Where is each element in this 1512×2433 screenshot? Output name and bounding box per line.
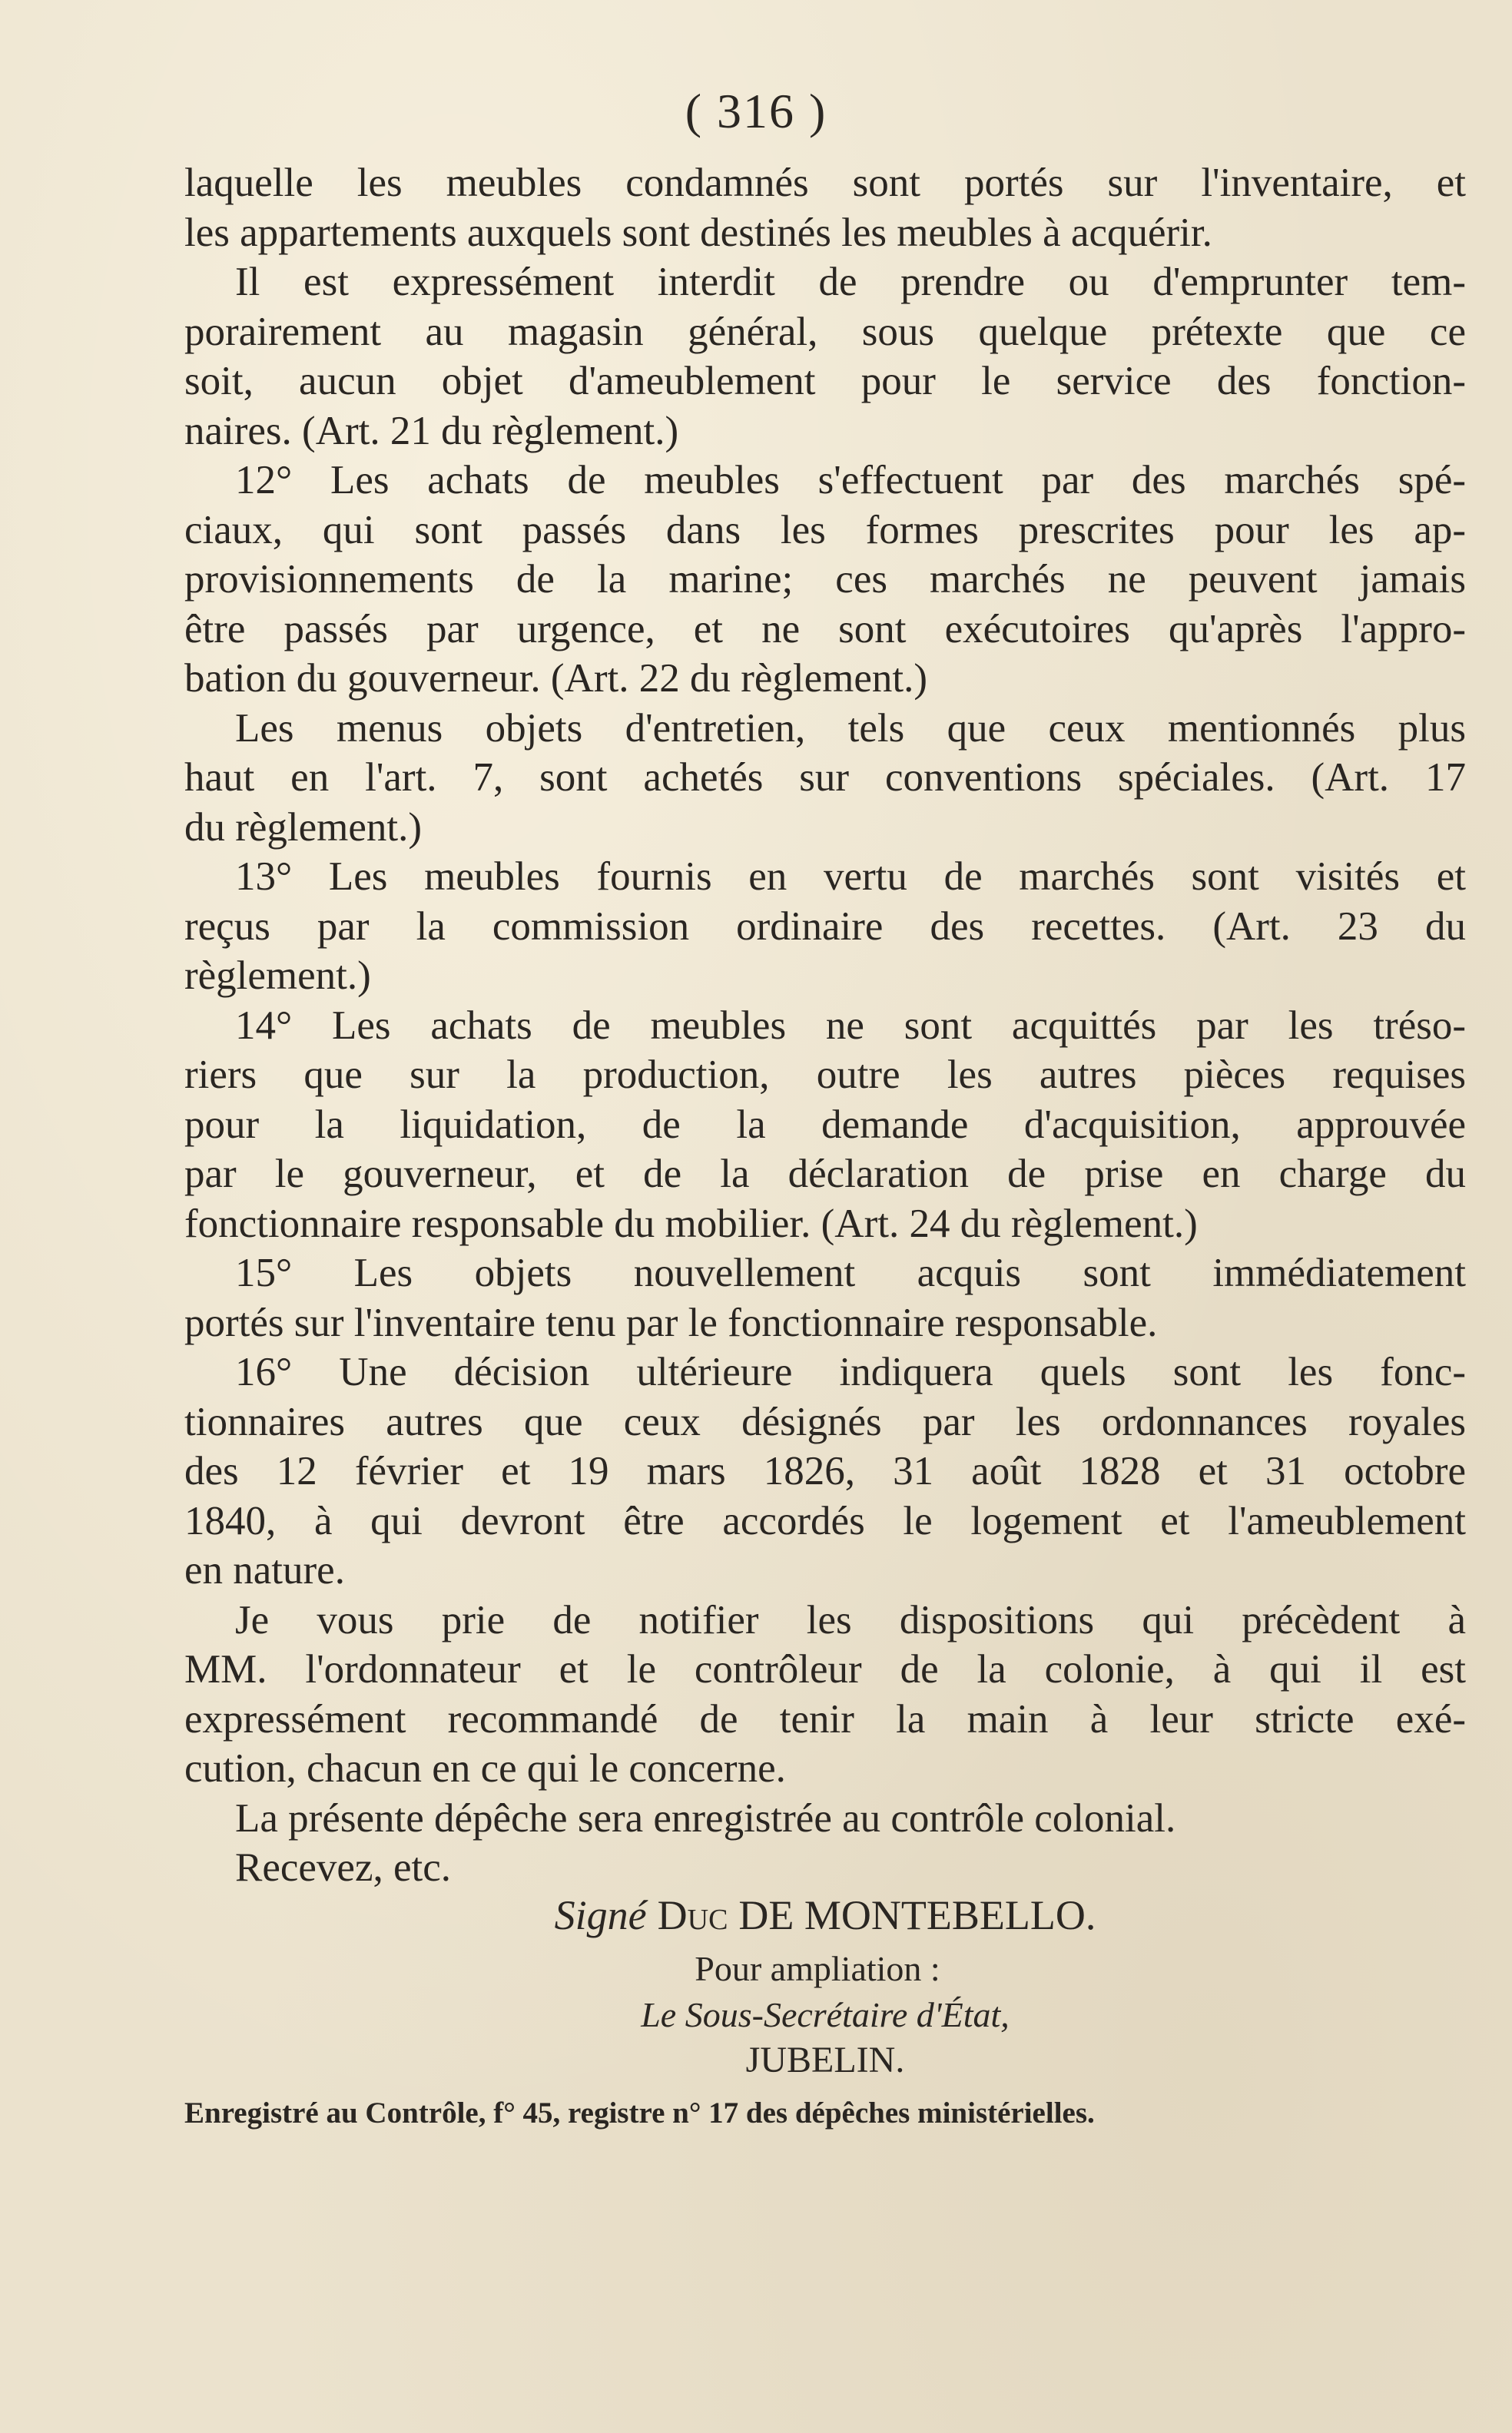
text-line: des 12 février et 19 mars 1826, 31 août 1828 et 31 octobre (184, 1449, 1466, 1493)
text-line: 1840, à qui devront être accordés le logement et l'ameublement (184, 1498, 1466, 1543)
text-line: par le gouverneur, et de la déclaration de prise en charge du (184, 1152, 1466, 1196)
text-line: 16° Une décision ultérieure indiquera quels sont les fonc- (235, 1350, 1466, 1394)
text-line: riers que sur la production, outre les autres pièces requises (184, 1052, 1466, 1097)
text-line: Il est expressément interdit de prendre ou d'emprunter tem- (235, 260, 1466, 304)
text-line: laquelle les meubles condamnés sont portés sur l'inventaire, et (184, 161, 1466, 205)
text-line: provisionnements de la marine; ces marchés ne peuvent jamais (184, 557, 1466, 602)
signatory-rank: Duc (657, 1892, 728, 1938)
page-number: ( 316 ) (685, 84, 827, 138)
text-line: règlement.) (184, 953, 371, 998)
ampliation-line: Pour ampliation : (695, 1949, 940, 1988)
signatory-name: DE MONTEBELLO. (738, 1892, 1096, 1938)
text-line: Je vous prie de notifier les dispositions qui précèdent à (235, 1597, 1466, 1642)
registration-note: Enregistré au Contrôle, f° 45, registre n° 17 des dépêches ministérielles. (184, 2097, 1095, 2130)
text-line: MM. l'ordonnateur et le contrôleur de la colonie, à qui il est (184, 1647, 1466, 1692)
text-line: être passés par urgence, et ne sont exécutoires qu'après l'appro- (184, 606, 1466, 651)
text-line: tionnaires autres que ceux désignés par les ordonnances royales (184, 1399, 1466, 1444)
text-line: pour la liquidation, de la demande d'acquisition, approuvée (184, 1102, 1466, 1147)
text-line: les appartements auxquels sont destinés les meubles à acquérir. (184, 210, 1212, 255)
text-line: fonctionnaire responsable du mobilier. (Art. 24 du règlement.) (184, 1201, 1198, 1246)
body-text (184, 158, 1466, 1893)
text-line: 12° Les achats de meubles s'effectuent par des marchés spé- (235, 458, 1466, 502)
text-line: naires. (Art. 21 du règlement.) (184, 408, 679, 453)
text-line: Les menus objets d'entretien, tels que ceux mentionnés plus (235, 705, 1466, 751)
text-line: bation du gouverneur. (Art. 22 du règlement.) (184, 656, 927, 701)
text-line: du règlement.) (184, 804, 423, 850)
text-line: 13° Les meubles fournis en vertu de marchés sont visités et (235, 854, 1466, 899)
text-line: en nature. (184, 1548, 345, 1593)
text-line: portés sur l'inventaire tenu par le fonctionnaire responsable. (184, 1300, 1158, 1345)
text-line: porairement au magasin général, sous quelque prétexte que ce (184, 309, 1466, 354)
signature-line (0, 1891, 1512, 1939)
text-line: ciaux, qui sont passés dans les formes prescrites pour les ap- (184, 507, 1466, 552)
text-line: reçus par la commission ordinaire des recettes. (Art. 23 du (184, 903, 1466, 949)
official-title: Le Sous-Secrétaire d'État, (641, 1995, 1010, 2034)
text-line: Recevez, etc. (235, 1845, 451, 1890)
text-line: 14° Les achats de meubles ne sont acquittés par les tréso- (235, 1003, 1466, 1048)
text-line: cution, chacun en ce qui le concerne. (184, 1746, 786, 1791)
signed-prefix: Signé (554, 1892, 647, 1938)
text-line: haut en l'art. 7, sont achetés sur conventions spéciales. (Art. 17 (184, 755, 1466, 800)
text-line: 15° Les objets nouvellement acquis sont immédiatement (235, 1251, 1466, 1295)
text-line: soit, aucun objet d'ameublement pour le service des fonction- (184, 359, 1466, 403)
official-name: JUBELIN. (745, 2040, 905, 2080)
text-line: expressément recommandé de tenir la main à leur stricte exé- (184, 1696, 1466, 1742)
text-line: La présente dépêche sera enregistrée au contrôle colonial. (235, 1795, 1176, 1841)
